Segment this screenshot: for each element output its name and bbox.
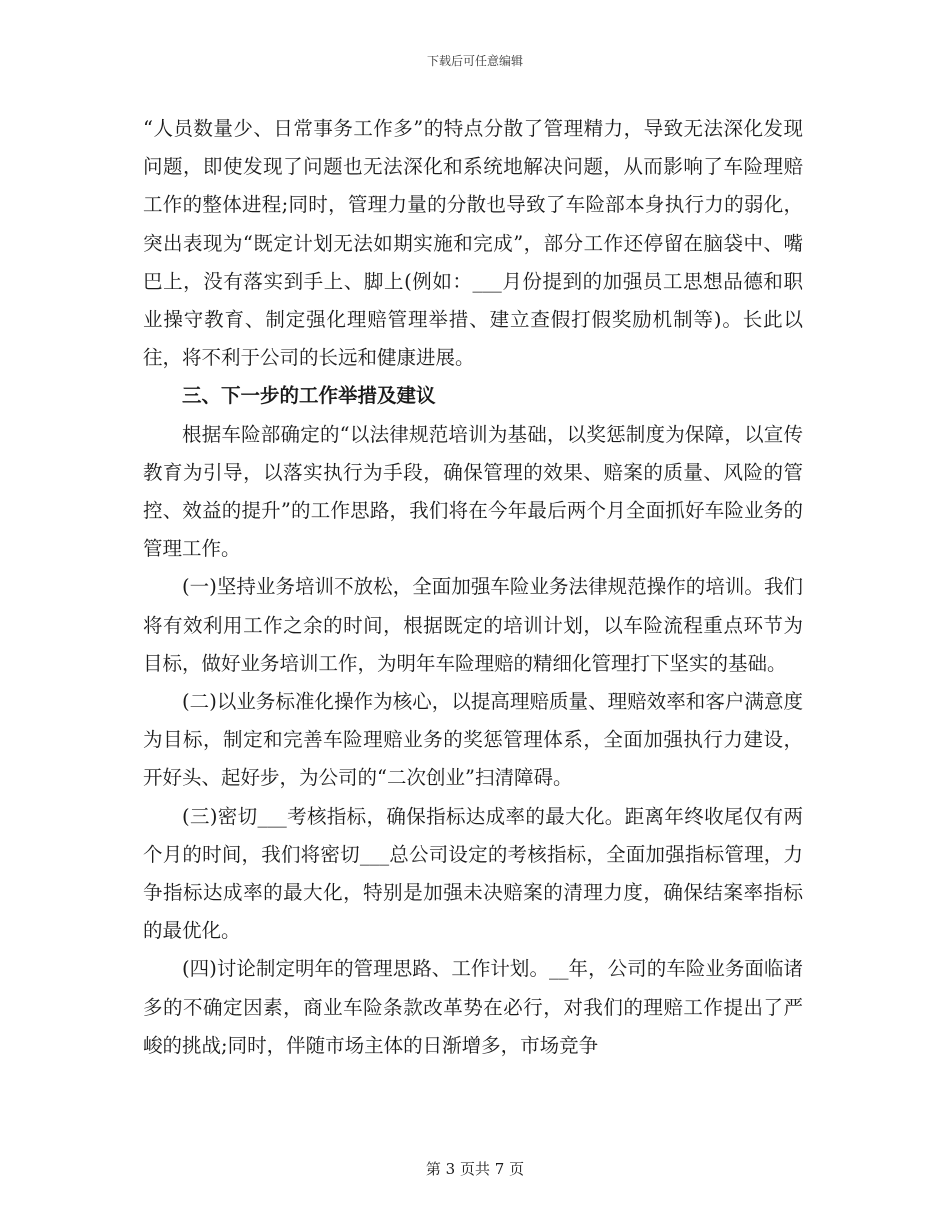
paragraph-continuation: “人员数量少、日常事务工作多”的特点分散了管理精力，导致无法深化发现问题，即使发现了问题也无法深化和系统地解决问题，从而影响了车险理赔工作的整体进程;同时，管理力量的分散也导致了车险部本身执行力的弱化，突出表现为“既定计划无法如期实施和完成”，部分工作还停留在脑袋中、嘴巴上，没有落实到手上、脚上(例如：___月份提到的加强员工思想品德和职业操守教育、制定强化理赔管理举措、建立查假打假奖励机制等)。长此以往，将不利于公司的长远和健康进展。	[143, 117, 803, 370]
document-body	[143, 110, 803, 1065]
page-header: 下载后可任意编辑	[426, 54, 523, 68]
paragraph-item-4: (四)讨论制定明年的管理思路、工作计划。__年，公司的车险业务面临诸多的不确定因素，商业车险条款改革势在必行，对我们的理赔工作提出了严峻的挑战;同时，伴随市场主体的日渐增多，市场竞争	[143, 957, 803, 1057]
page-footer: 第 3 页共 7 页	[425, 1160, 525, 1178]
paragraph-item-2: (二)以业务标准化操作为核心，以提高理赔质量、理赔效率和客户满意度为目标，制定和完善车险理赔业务的奖惩管理体系，全面加强执行力建设，开好头、起好步，为公司的“二次创业”扫清障碍。	[143, 690, 803, 790]
section-heading: 三、下一步的工作举措及建议	[182, 384, 436, 408]
paragraph-item-1: (一)坚持业务培训不放松，全面加强车险业务法律规范操作的培训。我们将有效利用工作之余的时间，根据既定的培训计划，以车险流程重点环节为目标，做好业务培训工作，为明年车险理赔的精细化管理打下坚实的基础。	[143, 575, 803, 675]
paragraph-approach: 根据车险部确定的“以法律规范培训为基础，以奖惩制度为保障，以宣传教育为引导，以落实执行为手段，确保管理的效果、赔案的质量、风险的管控、效益的提升”的工作思路，我们将在今年最后两个月全面抓好车险业务的管理工作。	[143, 422, 803, 561]
paragraph-item-3: (三)密切___考核指标，确保指标达成率的最大化。距离年终收尾仅有两个月的时间，我们将密切___总公司设定的考核指标，全面加强指标管理，力争指标达成率的最大化，特别是加强未决赔案的清理力度，确保结案率指标的最优化。	[143, 804, 803, 943]
